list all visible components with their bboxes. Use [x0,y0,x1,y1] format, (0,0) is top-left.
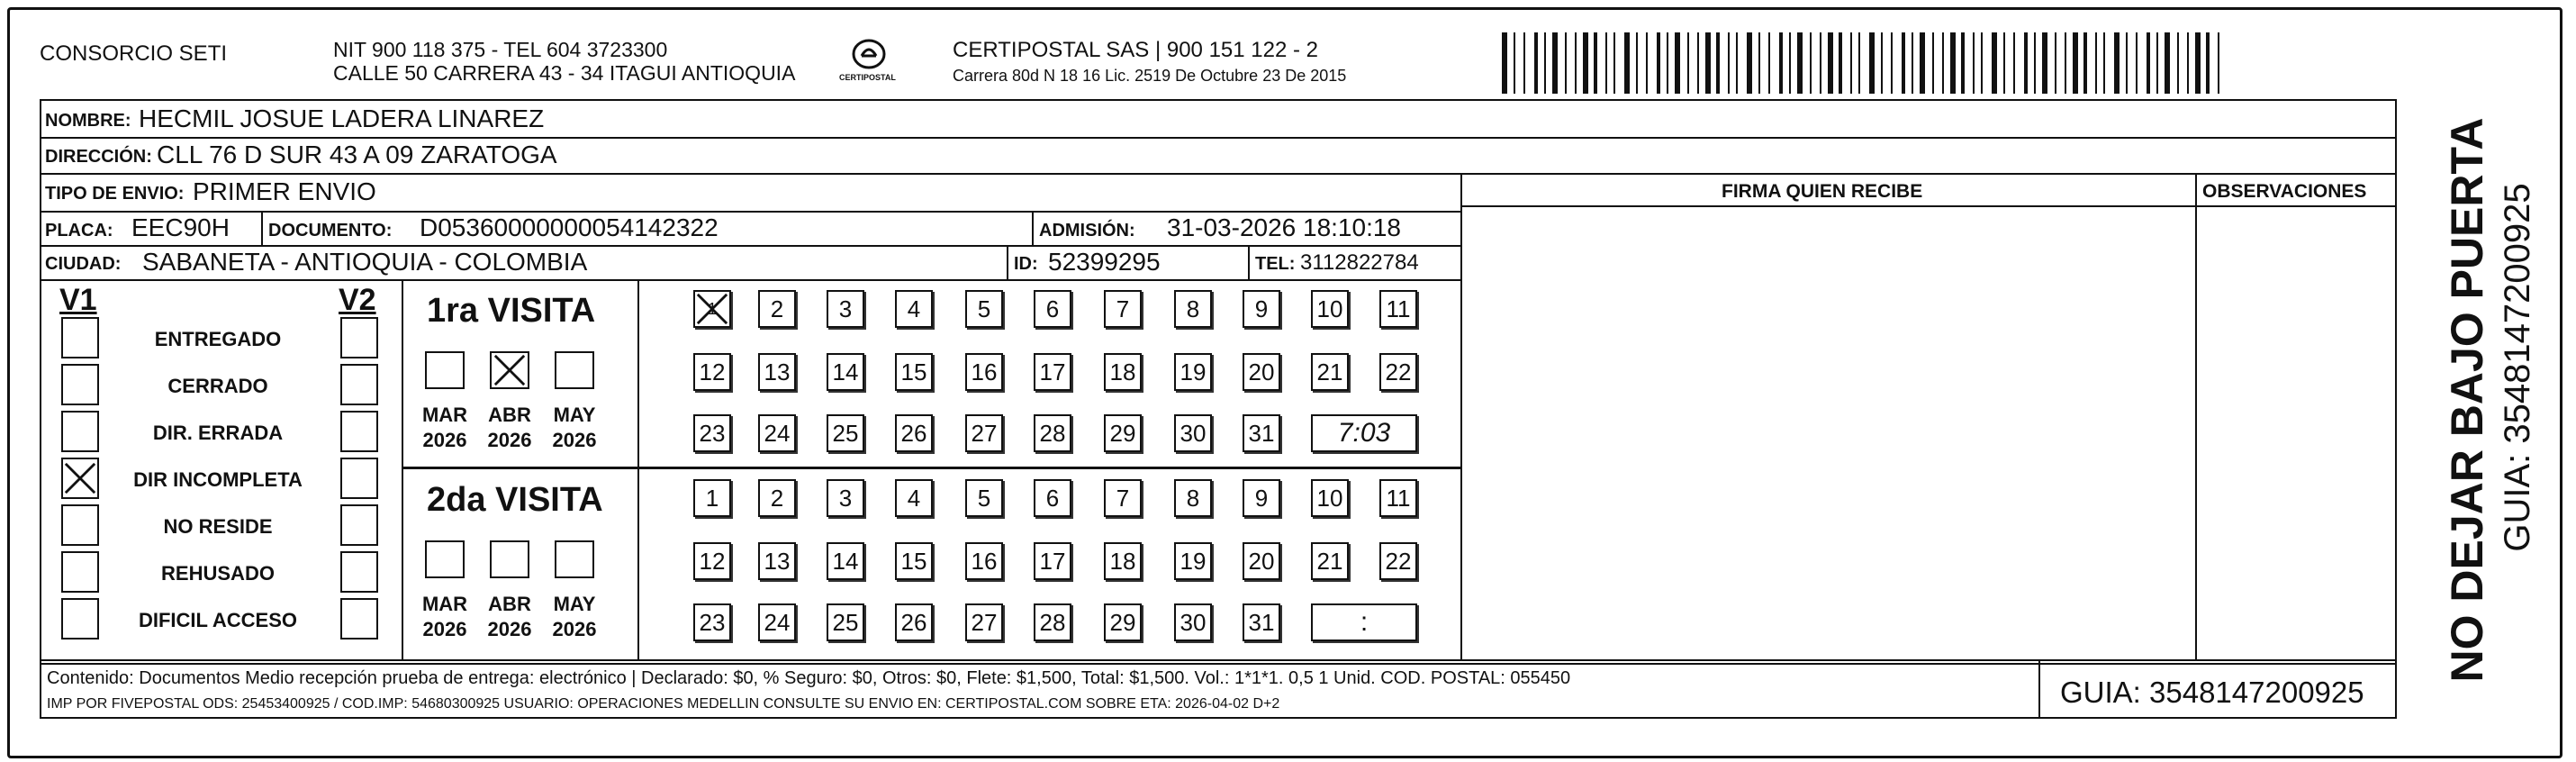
month-label: MAR [421,404,468,426]
barcode-bar [2195,32,2201,94]
company-name: CONSORCIO SETI [40,41,228,66]
visit-title: 1ra VISITA [427,292,596,330]
day-box[interactable]: 22 [1379,542,1417,580]
month-year: 2026 [422,618,467,640]
day-box[interactable]: 10 [1311,290,1349,328]
day-box[interactable]: 2 [758,479,796,517]
day-box[interactable]: 21 [1311,542,1349,580]
day-box[interactable]: 24 [758,414,796,452]
barcode-bar [1950,32,1956,94]
barcode-bar [2206,32,2210,94]
barcode-bar [1523,32,1525,94]
time-box[interactable]: : [1311,603,1417,641]
tipo-envio-value: PRIMER ENVIO [193,177,376,205]
v1-checkbox[interactable] [61,317,99,358]
barcode-bar [2073,32,2078,94]
day-box[interactable]: 19 [1174,353,1212,391]
day-box[interactable]: 6 [1034,290,1071,328]
nombre-value: HECMIL JOSUE LADERA LINAREZ [139,104,545,132]
observaciones-area[interactable] [2199,209,2395,658]
day-box[interactable]: 13 [758,353,796,391]
status-label: CERRADO [167,375,268,397]
barcode-bar [2136,32,2138,94]
barcode-bar [1779,32,1783,94]
barcode-bar [1747,32,1752,94]
barcode-bar [1961,32,1965,94]
cell-divider [1032,211,1034,245]
month-year: 2026 [487,429,532,451]
direccion-value: CLL 76 D SUR 43 A 09 ZARATOGA [157,141,557,168]
direccion-label: DIRECCIÓN: [45,147,152,167]
status-label: DIR. ERRADA [152,422,284,444]
ciudad-label: CIUDAD: [45,254,122,274]
day-number: 1 [707,299,717,318]
barcode-bar [1992,32,1997,94]
v2-label: V2 [339,283,376,317]
barcode-bar [1828,32,1833,94]
day-box[interactable]: 17 [1034,353,1071,391]
day-box[interactable] [693,290,731,328]
barcode-bar [1697,32,1699,94]
barcode-bar [1605,32,1607,94]
day-box[interactable]: 15 [895,542,933,580]
barcode-bar [2177,32,2179,94]
tel-label: TEL: [1255,254,1296,274]
barcode-bar [1758,32,1760,94]
firma-signature-area[interactable] [1464,209,2193,658]
footer-guia-box: GUIA: 3548147200925 [2060,676,2364,709]
day-box[interactable]: 25 [827,603,864,641]
month-label: MAY [553,404,596,426]
day-box[interactable]: 20 [1243,542,1280,580]
month-checkbox[interactable] [425,351,465,389]
cell-divider [1248,245,1250,279]
v2-checkbox[interactable] [340,598,378,640]
v1-checkbox[interactable] [61,504,99,546]
license-line: Carrera 80d N 18 16 Lic. 2519 De Octubre 23 De 2015 [953,67,1347,85]
status-label: DIFICIL ACCESO [138,609,298,631]
visit-divider [637,279,639,659]
cell-divider [1007,245,1008,279]
v1-checkbox[interactable] [61,364,99,405]
day-box[interactable]: 9 [1243,290,1280,328]
day-box[interactable]: 29 [1104,603,1142,641]
barcode-bar [1675,32,1680,94]
day-box[interactable]: 28 [1034,414,1071,452]
barcode-bar [2156,32,2158,94]
day-box[interactable]: 20 [1243,353,1280,391]
documento-label: DOCUMENTO: [268,221,393,240]
logo-text: CERTIPOSTAL [839,73,896,82]
certipostal-logo [837,34,900,88]
barcode-bar [1891,32,1893,94]
v2-checkbox[interactable] [340,458,378,499]
row-line [40,137,2397,139]
barcode-bar [2218,32,2219,94]
barcode-bar [2114,32,2120,94]
barcode-bar [2055,32,2056,94]
day-box[interactable]: 19 [1174,542,1212,580]
barcode-bar [1942,32,1944,94]
day-box[interactable]: 27 [965,603,1003,641]
day-box[interactable]: 10 [1311,479,1349,517]
barcode-bar [1636,32,1638,94]
visit-divider [402,279,403,659]
day-box[interactable]: 30 [1174,603,1212,641]
day-box[interactable]: 7 [1104,290,1142,328]
month-year: 2026 [552,429,597,451]
id-value: 52399295 [1048,248,1161,276]
day-box[interactable]: 26 [895,414,933,452]
ciudad-value: SABANETA - ANTIOQUIA - COLOMBIA [142,248,588,276]
day-box[interactable]: 27 [965,414,1003,452]
day-box[interactable]: 23 [693,414,731,452]
barcode [1502,32,2222,94]
barcode-bar [1902,32,1905,94]
v2-checkbox[interactable] [340,504,378,546]
barcode-bar [1797,32,1803,94]
admision-label: ADMISIÓN: [1039,221,1135,240]
certipostal-line: CERTIPOSTAL SAS | 900 151 122 - 2 [953,38,1318,62]
v1-checkbox[interactable] [61,458,99,499]
barcode-bar [2083,32,2087,94]
barcode-bar [1881,32,1883,94]
day-box[interactable]: 31 [1243,603,1280,641]
barcode-bar [2034,32,2036,94]
observaciones-label: OBSERVACIONES [2202,181,2367,202]
day-box[interactable]: 14 [827,542,864,580]
v2-checkbox[interactable] [340,551,378,593]
day-box[interactable]: 21 [1311,353,1349,391]
barcode-bar [2024,32,2028,94]
barcode-bar [2042,32,2047,94]
x-mark-icon [492,353,528,387]
barcode-bar [1657,32,1660,94]
barcode-bar [1728,32,1730,94]
day-box[interactable]: 17 [1034,542,1071,580]
barcode-bar [1552,32,1558,94]
panel-divider [1460,205,2397,207]
day-box[interactable]: 16 [965,353,1003,391]
v1-label: V1 [59,283,97,317]
barcode-bar [1613,32,1615,94]
barcode-bar [1667,32,1668,94]
status-label: DIR INCOMPLETA [133,468,303,491]
day-box[interactable]: 8 [1174,479,1212,517]
day-box[interactable]: 30 [1174,414,1212,452]
day-box[interactable]: 26 [895,603,933,641]
day-box[interactable]: 4 [895,479,933,517]
day-box[interactable]: 12 [693,353,731,391]
day-box[interactable]: 14 [827,353,864,391]
barcode-bar [1869,32,1875,94]
footer-contenido: Contenido: Documentos Medio recepción prueba de entrega: electrónico | Declarado: $0, % Seguro: $0, Otros: $0, Flete: $1,500, Total: $1,500. Vol.: 1*1*1. 0,5 1 Unid. COD. POSTAL: 055450 [47,668,1571,688]
day-box[interactable]: 11 [1379,479,1417,517]
day-box[interactable]: 18 [1104,542,1142,580]
month-year: 2026 [487,618,532,640]
barcode-bar [2013,32,2015,94]
barcode-bar [1687,32,1689,94]
day-box[interactable]: 3 [827,479,864,517]
tel-value: 3112822784 [1300,250,1419,275]
barcode-bar [1705,32,1711,94]
barcode-bar [1716,32,1720,94]
barcode-bar [1768,32,1770,94]
cell-divider [261,211,263,245]
day-box[interactable]: 23 [693,603,731,641]
day-box[interactable]: 1 [693,479,731,517]
month-label: MAY [553,593,596,615]
time-box[interactable]: 7:03 [1311,414,1417,452]
barcode-bar [1912,32,1913,94]
barcode-bar [1534,32,1538,94]
visit-title: 2da VISITA [427,481,603,519]
barcode-bar [1839,32,1842,94]
day-box[interactable]: 12 [693,542,731,580]
v1-checkbox[interactable] [61,598,99,640]
barcode-bar [1736,32,1738,94]
month-year: 2026 [552,618,597,640]
footer-imp-line: IMP POR FIVEPOSTAL ODS: 25453400925 / COD.IMP: 54680300925 USUARIO: OPERACIONES MEDELLIN CONSULTE SU ENVIO EN: CERTIPOSTAL.COM SOBRE ETA: 2026-04-02 D+2 [47,696,1280,712]
month-label: ABR [488,593,531,615]
month-label: ABR [488,404,531,426]
day-box[interactable]: 16 [965,542,1003,580]
placa-value: EEC90H [131,213,230,241]
row-line [40,173,2397,175]
barcode-bar [1981,32,1983,94]
side-guia: GUIA: 3548147200925 [2498,183,2537,552]
barcode-bar [1850,32,1852,94]
day-box[interactable]: 5 [965,290,1003,328]
barcode-bar [1820,32,1821,94]
row-line [40,279,1460,281]
barcode-bar [1565,32,1567,94]
x-mark-icon [63,459,97,497]
barcode-bar [1858,32,1860,94]
day-box[interactable]: 29 [1104,414,1142,452]
barcode-bar [1932,32,1934,94]
status-label: REHUSADO [161,562,275,585]
day-box[interactable]: 31 [1243,414,1280,452]
month-checkbox[interactable] [490,540,529,578]
v2-checkbox[interactable] [340,411,378,452]
no-dejar-bajo-puerta: NO DEJAR BAJO PUERTA [2442,117,2492,683]
day-box[interactable]: 8 [1174,290,1212,328]
nombre-label: NOMBRE: [45,111,131,131]
barcode-bar [1810,32,1812,94]
visit-divider [402,467,1460,469]
day-box[interactable]: 11 [1379,290,1417,328]
status-label: NO RESIDE [163,515,273,538]
barcode-bar [2065,32,2066,94]
firma-label: FIRMA QUIEN RECIBE [1722,181,1923,202]
v2-checkbox[interactable] [340,364,378,405]
barcode-bar [1575,32,1577,94]
barcode-bar [2103,32,2105,94]
barcode-bar [2095,32,2097,94]
nit-line: NIT 900 118 375 - TEL 604 3723300 [333,38,668,61]
barcode-bar [2187,32,2189,94]
admision-value: 31-03-2026 18:10:18 [1167,213,1401,241]
month-checkbox[interactable] [555,540,594,578]
month-year: 2026 [422,429,467,451]
v2-checkbox[interactable] [340,317,378,358]
barcode-bar [1514,32,1515,94]
day-box[interactable]: 2 [758,290,796,328]
day-box[interactable]: 22 [1379,353,1417,391]
day-box[interactable]: 18 [1104,353,1142,391]
barcode-bar [2165,32,2170,94]
day-box[interactable]: 7 [1104,479,1142,517]
month-checkbox[interactable] [425,540,465,578]
day-box[interactable]: 15 [895,353,933,391]
v1-checkbox[interactable] [61,411,99,452]
barcode-bar [2003,32,2005,94]
placa-label: PLACA: [45,221,113,240]
month-checkbox[interactable] [555,351,594,389]
day-box[interactable]: 28 [1034,603,1071,641]
barcode-bar [1583,32,1588,94]
day-box[interactable]: 3 [827,290,864,328]
panel-divider [2195,173,2197,661]
month-label: MAR [421,593,468,615]
status-label: ENTREGADO [154,328,282,350]
barcode-bar [1594,32,1597,94]
day-box[interactable]: 9 [1243,479,1280,517]
day-box[interactable]: 13 [758,542,796,580]
tipo-envio-label: TIPO DE ENVIO: [45,184,185,204]
barcode-bar [1973,32,1975,94]
barcode-bar [1646,32,1648,94]
documento-value: D05360000000054142322 [420,213,719,241]
barcode-bar [1920,32,1925,94]
day-box[interactable]: 24 [758,603,796,641]
day-box[interactable]: 25 [827,414,864,452]
id-label: ID: [1014,254,1038,274]
day-box[interactable]: 4 [895,290,933,328]
month-checkbox[interactable] [490,351,529,389]
day-box[interactable]: 5 [965,479,1003,517]
row-line [40,211,1460,213]
address-line: CALLE 50 CARRERA 43 - 34 ITAGUI ANTIOQUIA [333,61,796,85]
day-box[interactable]: 6 [1034,479,1071,517]
barcode-bar [1789,32,1791,94]
barcode-bar [2126,32,2128,94]
barcode-bar [1544,32,1546,94]
barcode-bar [1502,32,1507,94]
panel-divider [1460,173,1462,661]
v1-checkbox[interactable] [61,551,99,593]
barcode-bar [2147,32,2150,94]
barcode-bar [1624,32,1630,94]
